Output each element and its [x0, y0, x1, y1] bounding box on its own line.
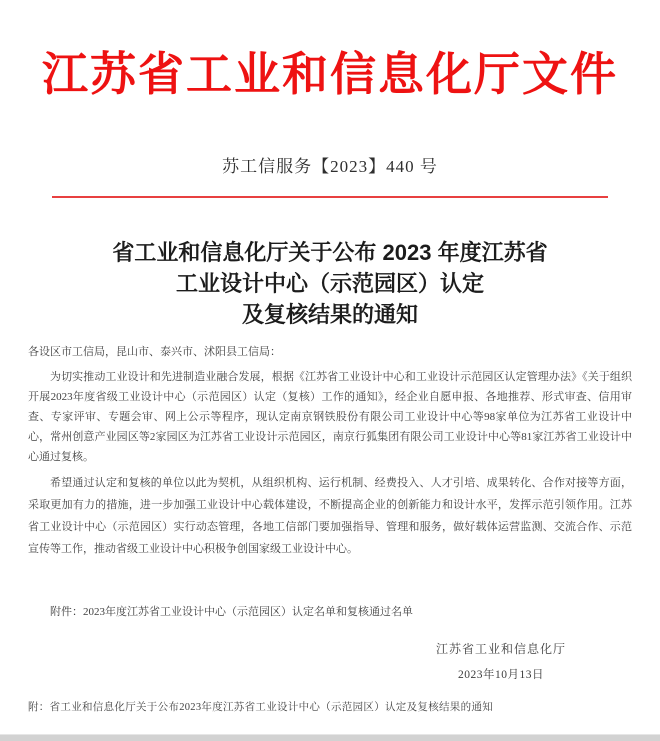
red-divider-line: [52, 196, 608, 198]
attachment-line: 附件：2023年度江苏省工业设计中心（示范园区）认定名单和复核通过名单: [50, 606, 413, 618]
issue-date: 2023年10月13日: [457, 669, 544, 681]
notice-title-line-3: 及复核结果的通知: [241, 302, 418, 327]
notice-title-line-2: 工业设计中心（示范园区）认定: [175, 271, 484, 296]
document-number: 苏工信服务【2023】440 号: [222, 157, 438, 176]
body-paragraph-1: 为切实推动工业设计和先进制造业融合发展，根据《江苏省工业设计中心和工业设计示范园区认定管理办法》《关于组织开展2023年度省级工业设计中心（示范园区）认定（复核）工作的通知》，经企业自愿申报、各地推荐、形式审查、信用审查、专家评审、专题会审、网上公示等程序，现认定南京钢铁股份有限公司工业设计中心等98家单位为江苏省工业设计中心，常州创意产业园区等2家园区为江苏省工业设计示范园区，南京行狐集团有限公司工业设计中心等81家江苏省工业设计中心通过复核。: [28, 371, 632, 463]
notice-title: [0, 237, 660, 330]
body-paragraph-2: 希望通过认定和复核的单位以此为契机，从组织机构、运行机制、经费投入、人才引培、成果转化、合作对接等方面，采取更加有力的措施，进一步加强工业设计中心载体建设，不断提高企业的创新能力和设计水平，发挥示范引领作用。江苏省工业设计中心（示范园区）实行动态管理，各地工信部门要加强指导、管理和服务，做好载体运营监测、交流合作、示范宣传等工作，推动省级工业设计中心积极争创国家级工业设计中心。: [28, 477, 632, 555]
page-bottom-edge: [0, 734, 660, 741]
signature-block: [436, 640, 566, 682]
issuing-authority: 江苏省工业和信息化厅: [435, 642, 566, 656]
notice-title-line-1: 省工业和信息化厅关于公布 2023 年度江苏省: [112, 240, 548, 265]
recipient-line: 各设区市工信局，昆山市、泰兴市、沭阳县工信局：: [28, 346, 281, 358]
document-body: [28, 342, 632, 622]
footer-attachment-note: 附：省工业和信息化厅关于公布2023年度江苏省工业设计中心（示范园区）认定及复核结果的通知: [28, 702, 493, 713]
document-header-title: 江苏省工业和信息化厅文件: [42, 49, 618, 100]
